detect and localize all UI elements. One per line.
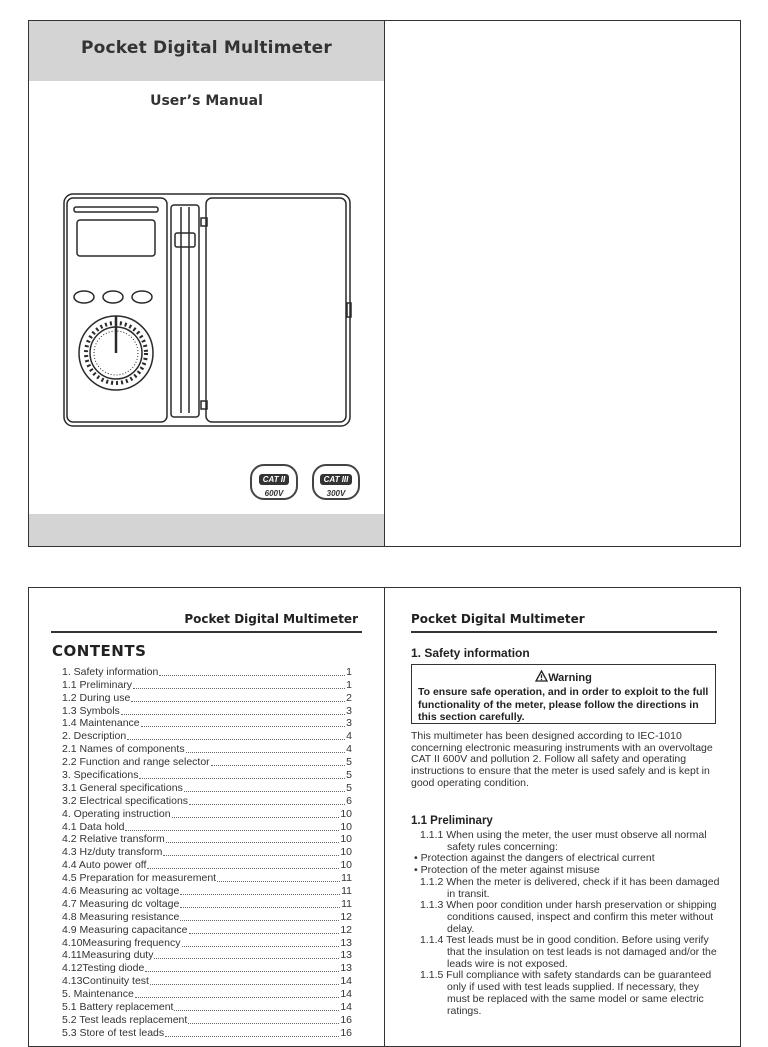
table-of-contents (62, 665, 352, 1039)
warning-box (411, 664, 716, 724)
toc-entry (62, 729, 352, 742)
toc-entry-title: 5. Maintenance (62, 988, 134, 1001)
cover-bottom-band (29, 514, 384, 546)
page-divider (384, 21, 385, 546)
toc-leader-dots (150, 984, 339, 985)
toc-entry-title: 4.11Measuring duty (62, 949, 154, 962)
toc-leader-dots (172, 817, 340, 818)
toc-leader-dots (189, 933, 340, 934)
toc-entry-title: 2. Description (62, 730, 127, 743)
toc-leader-dots (159, 675, 345, 676)
toc-entry-page: 5 (346, 756, 352, 769)
badge-category: CAT III (320, 474, 353, 485)
toc-leader-dots (186, 752, 346, 753)
left-page-header: Pocket Digital Multimeter (184, 612, 358, 626)
page-divider (384, 588, 385, 1046)
toc-leader-dots (141, 726, 346, 727)
toc-entry-title: 4.7 Measuring dc voltage (62, 897, 180, 910)
toc-entry-title: 4.13Continuity test (62, 975, 149, 988)
toc-entry-title: 4.1 Data hold (62, 820, 125, 833)
toc-entry (62, 717, 352, 730)
toc-entry (62, 949, 352, 962)
toc-leader-dots (182, 946, 340, 947)
toc-entry (62, 755, 352, 768)
toc-leader-dots (131, 701, 345, 702)
toc-leader-dots (165, 1036, 339, 1037)
toc-entry (62, 923, 352, 936)
toc-leader-dots (127, 739, 345, 740)
warning-heading (412, 670, 715, 684)
warning-title: Warning (548, 672, 592, 684)
multimeter-illustration (63, 193, 353, 433)
toc-entry-title: 4.10Measuring frequency (62, 936, 181, 949)
toc-leader-dots (145, 971, 339, 972)
toc-entry-page: 13 (340, 949, 352, 962)
safety-numbered-item: 1.1.2 When the meter is delivered, check if it has been damaged in transit. (420, 875, 720, 900)
right-page-header: Pocket Digital Multimeter (411, 612, 585, 626)
toc-entry-title: 4.8 Measuring resistance (62, 910, 180, 923)
toc-entry-page: 12 (340, 923, 352, 936)
toc-entry-page: 3 (346, 717, 352, 730)
toc-leader-dots (180, 894, 340, 895)
header-rule (411, 631, 717, 633)
toc-entry-page: 10 (340, 820, 352, 833)
toc-entry (62, 871, 352, 884)
toc-entry (62, 858, 352, 871)
toc-entry-title: 5.2 Test leads replacement (62, 1013, 188, 1026)
toc-entry-page: 16 (340, 1013, 352, 1026)
toc-entry-title: 1.1 Preliminary (62, 678, 133, 691)
toc-entry-title: 3.2 Electrical specifications (62, 794, 189, 807)
toc-entry (62, 768, 352, 781)
toc-entry-title: 2.2 Function and range selector (62, 756, 210, 769)
toc-entry (62, 1000, 352, 1013)
toc-entry-page: 4 (346, 730, 352, 743)
toc-entry (62, 936, 352, 949)
toc-entry (62, 884, 352, 897)
toc-entry-page: 1 (346, 678, 352, 691)
toc-entry-page: 10 (340, 859, 352, 872)
toc-leader-dots (217, 881, 340, 882)
toc-entry-title: 4.6 Measuring ac voltage (62, 885, 180, 898)
toc-leader-dots (154, 958, 339, 959)
cover-title: Pocket Digital Multimeter (80, 38, 332, 58)
toc-entry (62, 665, 352, 678)
safety-bullet-item: • Protection against the dangers of electrical current (414, 852, 655, 865)
toc-entry (62, 897, 352, 910)
toc-entry-page: 14 (340, 988, 352, 1001)
toc-entry-title: 4.9 Measuring capacitance (62, 923, 188, 936)
toc-entry-page: 5 (346, 769, 352, 782)
toc-entry (62, 961, 352, 974)
toc-leader-dots (211, 765, 345, 766)
toc-entry-title: 4. Operating instruction (62, 807, 171, 820)
toc-entry-page: 13 (340, 936, 352, 949)
contents-sheet (28, 587, 741, 1047)
intro-paragraph: This multimeter has been designed according to IEC-1010 concerning electronic measuring instruments with an overvoltage CAT II 600V and pollution 2. Follow all safety and operating instructions to ensure that the meter is used safely and is kept in good operating condition. (411, 730, 713, 789)
toc-leader-dots (166, 842, 340, 843)
toc-entry-page: 10 (340, 846, 352, 859)
toc-entry-page: 14 (340, 1001, 352, 1014)
toc-entry-page: 13 (340, 962, 352, 975)
toc-entry-title: 1.3 Symbols (62, 704, 120, 717)
safety-numbered-item: 1.1.3 When poor condition under harsh preservation or shipping conditions caused, inspect and confirm this meter without delay. (420, 899, 717, 935)
toc-entry (62, 987, 352, 1000)
toc-entry (62, 974, 352, 987)
toc-entry-page: 11 (341, 897, 352, 910)
toc-entry-page: 2 (346, 691, 352, 704)
toc-entry-page: 10 (340, 833, 352, 846)
toc-entry (62, 781, 352, 794)
toc-entry (62, 807, 352, 820)
toc-leader-dots (188, 1023, 339, 1024)
cat-iii-300v-badge (312, 464, 360, 500)
safety-bullet-item: • Protection of the meter against misuse (414, 864, 600, 877)
cover-sheet (28, 20, 741, 547)
toc-leader-dots (135, 997, 340, 998)
subsection-title: 1.1 Preliminary (411, 815, 493, 827)
cat-ii-600v-badge (250, 464, 298, 500)
safety-numbered-item: 1.1.5 Full compliance with safety standards can be guaranteed only if used with test leads supplied. If necessary, they must be replaced with the same model or same electric ratings. (420, 969, 712, 1017)
toc-entry-page: 1 (346, 665, 352, 678)
toc-entry (62, 833, 352, 846)
toc-entry (62, 742, 352, 755)
toc-leader-dots (121, 714, 345, 715)
safety-numbered-item: 1.1.4 Test leads must be in good condition. Before using verify that the insulation on test leads is not damaged and/or the leads wire is not exposed. (420, 934, 717, 970)
toc-entry-title: 4.5 Preparation for measurement (62, 872, 217, 885)
cover-subtitle: User’s Manual (150, 93, 263, 109)
toc-leader-dots (180, 907, 340, 908)
safety-list (414, 830, 724, 1017)
toc-entry-page: 11 (341, 885, 352, 898)
toc-entry-page: 4 (346, 743, 352, 756)
toc-entry-title: 3. Specifications (62, 769, 139, 782)
toc-entry (62, 1026, 352, 1039)
toc-entry (62, 910, 352, 923)
toc-entry (62, 1013, 352, 1026)
toc-entry (62, 820, 352, 833)
toc-leader-dots (139, 778, 345, 779)
safety-numbered-item: 1.1.1 When using the meter, the user must observe all normal safety rules concerning: (420, 829, 707, 853)
toc-entry-page: 16 (340, 1026, 352, 1039)
toc-entry-page: 3 (346, 704, 352, 717)
toc-leader-dots (125, 830, 339, 831)
toc-entry (62, 845, 352, 858)
toc-entry-title: 4.12Testing diode (62, 962, 145, 975)
toc-entry-title: 1. Safety information (62, 665, 159, 678)
toc-entry-title: 4.4 Auto power off (62, 859, 147, 872)
badge-category: CAT II (259, 474, 290, 485)
header-rule (51, 631, 362, 633)
toc-entry-page: 11 (341, 872, 352, 885)
toc-entry (62, 691, 352, 704)
toc-entry (62, 794, 352, 807)
toc-entry-title: 2.1 Names of components (62, 743, 185, 756)
badge-voltage: 600V (264, 489, 284, 498)
badge-voltage: 300V (326, 489, 346, 498)
toc-entry (62, 704, 352, 717)
toc-leader-dots (133, 688, 345, 689)
toc-entry-title: 4.2 Relative transform (62, 833, 165, 846)
toc-entry-title: 4.3 Hz/duty transform (62, 846, 163, 859)
toc-leader-dots (147, 868, 339, 869)
toc-entry-page: 6 (346, 794, 352, 807)
contents-title: CONTENTS (52, 642, 147, 660)
toc-leader-dots (189, 804, 345, 805)
toc-leader-dots (184, 791, 345, 792)
toc-leader-dots (174, 1010, 339, 1011)
toc-entry-title: 1.2 During use (62, 691, 131, 704)
toc-entry-page: 12 (340, 910, 352, 923)
toc-entry-title: 1.4 Maintenance (62, 717, 140, 730)
toc-entry-title: 5.1 Battery replacement (62, 1001, 174, 1014)
toc-leader-dots (180, 920, 339, 921)
toc-entry (62, 678, 352, 691)
toc-entry-page: 10 (340, 807, 352, 820)
toc-entry-page: 14 (340, 975, 352, 988)
toc-leader-dots (163, 855, 339, 856)
toc-entry-title: 5.3 Store of test leads (62, 1026, 165, 1039)
toc-entry-title: 3.1 General specifications (62, 781, 183, 794)
toc-entry-page: 5 (346, 781, 352, 794)
section-title: 1. Safety information (411, 646, 530, 660)
warning-text: To ensure safe operation, and in order to exploit to the full functionality of the meter, please follow the directions in this section carefully. (418, 686, 709, 723)
warning-triangle-icon (535, 670, 548, 682)
